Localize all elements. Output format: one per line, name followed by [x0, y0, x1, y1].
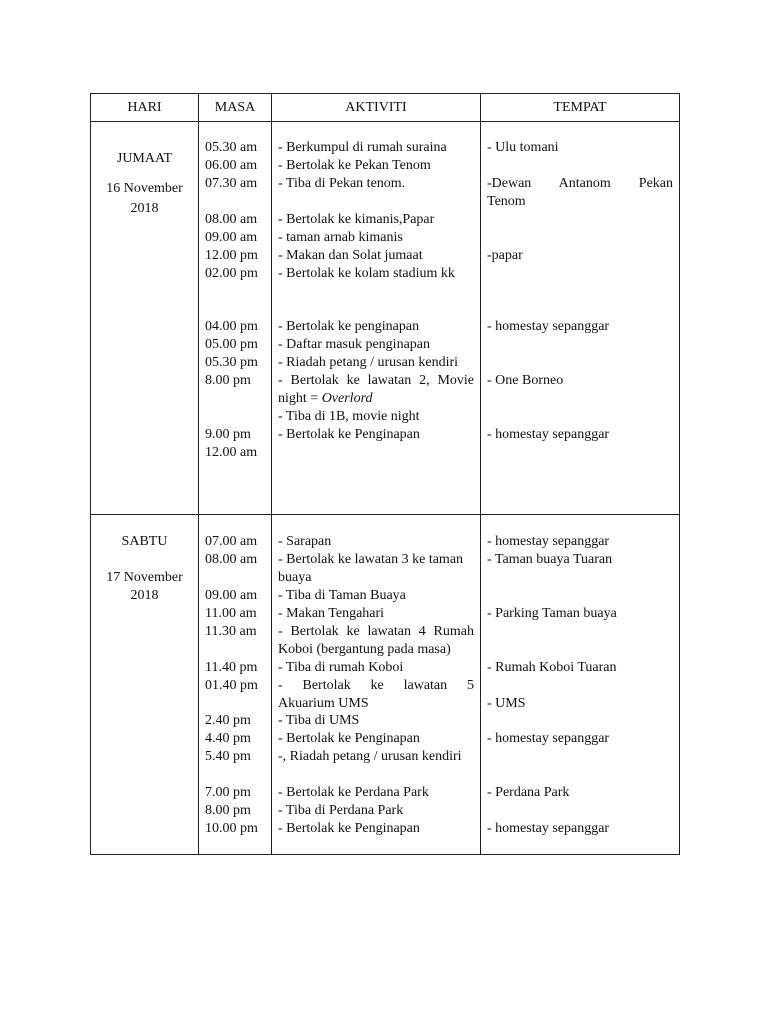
time-item: 12.00 am: [205, 445, 258, 460]
time-item: 09.00 am: [205, 230, 258, 245]
time-item: 05.00 pm: [205, 337, 258, 352]
time-item: 07.30 am: [205, 176, 258, 191]
time-item: 05.30 pm: [205, 355, 258, 370]
time-item: 06.00 am: [205, 158, 258, 173]
place-item: - homestay sepanggar: [487, 534, 610, 549]
day1-date-line1: 16 November: [106, 181, 183, 196]
activity-item: - Tiba di 1B, movie night: [278, 409, 420, 424]
activity-item: buaya: [278, 570, 312, 585]
time-item: 08.00 am: [205, 552, 258, 567]
time-item: 9.00 pm: [205, 427, 251, 442]
time-item: 05.30 am: [205, 140, 258, 155]
activity-item: - Bertolak ke Pekan Tenom: [278, 158, 431, 173]
time-item: 08.00 am: [205, 212, 258, 227]
activity-item: - Bertolak ke lawatan 2, Movie: [278, 373, 474, 388]
activity-item: - Berkumpul di rumah suraina: [278, 140, 447, 155]
day1-masa-cell: [199, 122, 272, 515]
time-item: 02.00 pm: [205, 266, 258, 281]
time-item: 11.30 am: [205, 624, 257, 639]
activity-item: - Makan dan Solat jumaat: [278, 248, 423, 263]
header-hari: HARI: [91, 94, 199, 122]
time-item: 11.00 am: [205, 606, 257, 621]
activity-item: - Bertolak ke Penginapan: [278, 731, 420, 746]
day2-date-line2: 2018: [130, 588, 159, 603]
activity-item: - Tiba di Perdana Park: [278, 803, 404, 818]
activity-item: - Bertolak ke Penginapan: [278, 427, 420, 442]
time-item: 7.00 pm: [205, 785, 251, 800]
activity-item: - Bertolak ke lawatan 3 ke taman: [278, 552, 464, 567]
place-item: - homestay sepanggar: [487, 731, 610, 746]
place-item: - Perdana Park: [487, 785, 570, 800]
place-item: - One Borneo: [487, 373, 564, 388]
time-item: 2.40 pm: [205, 713, 251, 728]
activity-item: - Bertolak ke kolam stadium kk: [278, 266, 455, 281]
activity-item: - Sarapan: [278, 534, 332, 549]
time-item: 11.40 pm: [205, 660, 258, 675]
place-item: Tenom: [487, 194, 526, 209]
header-masa: MASA: [199, 94, 272, 122]
header-tempat: TEMPAT: [481, 94, 680, 122]
time-item: 09.00 am: [205, 588, 258, 603]
activity-item: - Tiba di UMS: [278, 713, 360, 728]
itinerary-table: [90, 93, 680, 855]
header-aktiviti: AKTIVITI: [272, 94, 481, 122]
day2-hari-cell: [91, 515, 199, 855]
day1-aktiviti-cell: [272, 122, 481, 515]
time-item: 5.40 pm: [205, 749, 251, 764]
activity-item: - taman arnab kimanis: [278, 230, 403, 245]
day2-date-line1: 17 November: [106, 570, 183, 585]
time-item: 10.00 pm: [205, 821, 258, 836]
activity-item: - Bertolak ke kimanis,Papar: [278, 212, 435, 227]
activity-item: - Bertolak ke Penginapan: [278, 821, 420, 836]
day1-hari-cell: [91, 122, 199, 515]
place-item: -papar: [487, 248, 523, 263]
movie-title: Overlord: [321, 391, 373, 406]
day2-name: SABTU: [121, 534, 168, 549]
time-item: 4.40 pm: [205, 731, 251, 746]
header-row: [91, 94, 680, 122]
activity-item: - Riadah petang / urusan kendiri: [278, 355, 459, 370]
activity-item: Koboi (bergantung pada masa): [278, 642, 451, 657]
time-item: 8.00 pm: [205, 373, 251, 388]
activity-item: -, Riadah petang / urusan kendiri: [278, 749, 462, 764]
place-item: -Dewan Antanom Pekan: [487, 176, 673, 191]
activity-item: - Tiba di Taman Buaya: [278, 588, 406, 603]
activity-item: - Bertolak ke lawatan 4 Rumah: [278, 624, 474, 639]
day2-aktiviti-cell: [272, 515, 481, 855]
activity-item: - Tiba di rumah Koboi: [278, 660, 404, 675]
time-item: 8.00 pm: [205, 803, 251, 818]
activity-item: - Bertolak ke penginapan: [278, 319, 420, 334]
place-item: - Parking Taman buaya: [487, 606, 617, 621]
day2-tempat-cell: [481, 515, 680, 855]
place-item: - Rumah Koboi Tuaran: [487, 660, 617, 675]
activity-item: - Daftar masuk penginapan: [278, 337, 430, 352]
activity-item-movie: [278, 390, 474, 408]
time-item: 07.00 am: [205, 534, 258, 549]
time-item: 12.00 pm: [205, 248, 258, 263]
place-item: - homestay sepanggar: [487, 427, 610, 442]
time-item: 04.00 pm: [205, 319, 258, 334]
day-row-sabtu: [91, 515, 680, 855]
time-item: 01.40 pm: [205, 678, 258, 693]
place-item: - UMS: [487, 696, 526, 711]
day1-tempat-cell: [481, 122, 680, 515]
day-row-jumaat: [91, 122, 680, 515]
activity-item: - Bertolak ke lawatan 5: [278, 678, 474, 693]
day1-date-line2: 2018: [130, 201, 159, 216]
place-item: - homestay sepanggar: [487, 821, 610, 836]
place-item: - Taman buaya Tuaran: [487, 552, 613, 567]
activity-item: Akuarium UMS: [278, 696, 369, 711]
activity-item: - Tiba di Pekan tenom.: [278, 176, 406, 191]
activity-text: night =: [278, 391, 322, 406]
place-item: - Ulu tomani: [487, 140, 559, 155]
activity-item: - Makan Tengahari: [278, 606, 385, 621]
day1-name: JUMAAT: [116, 151, 173, 166]
day2-masa-cell: [199, 515, 272, 855]
activity-item: - Bertolak ke Perdana Park: [278, 785, 429, 800]
place-item: - homestay sepanggar: [487, 319, 610, 334]
